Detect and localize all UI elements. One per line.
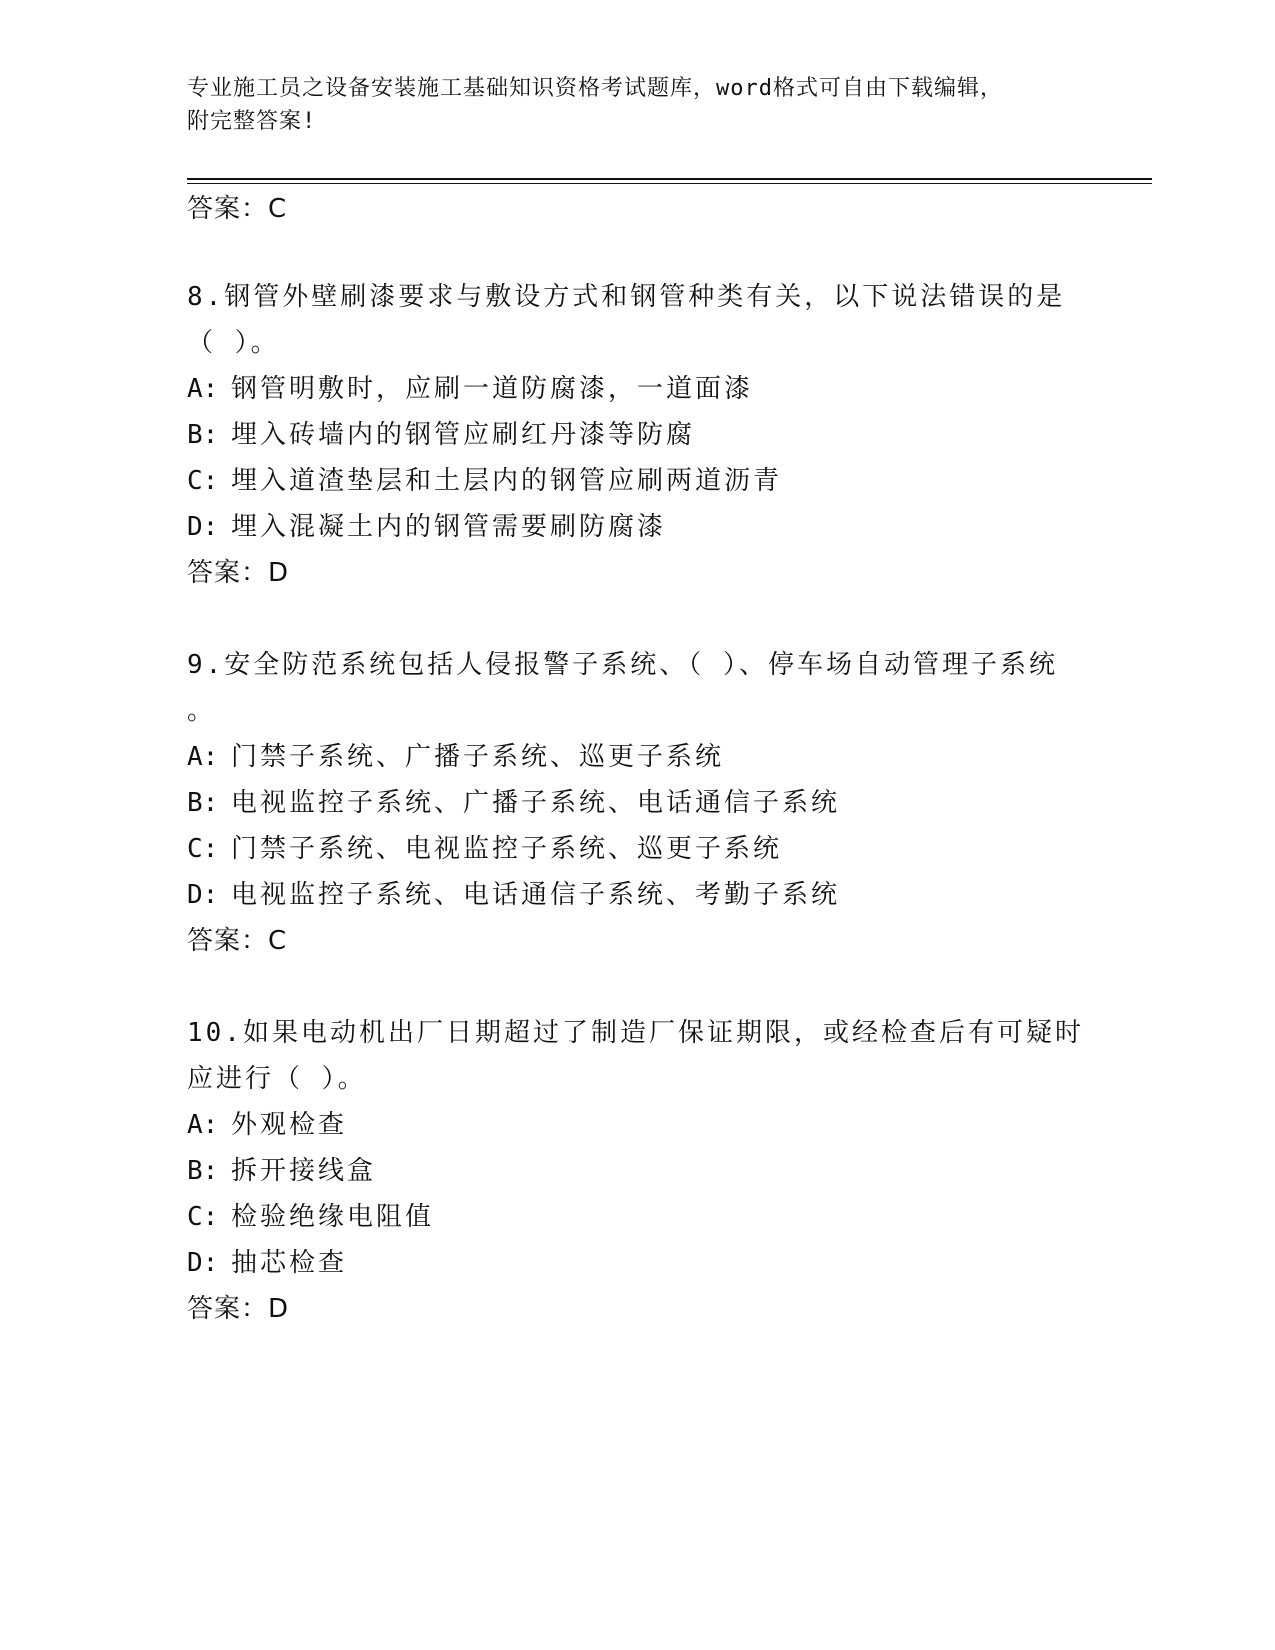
header-line-2: 附完整答案! — [187, 109, 317, 134]
option-text: 拆开接线盒 — [231, 1156, 377, 1186]
option-letter: A: — [187, 374, 219, 404]
option-text: 检验绝缘电阻值 — [231, 1202, 435, 1232]
option-text: 外观检查 — [231, 1110, 348, 1140]
option-c — [187, 464, 782, 498]
option-d — [187, 1246, 347, 1280]
option-letter: A: — [187, 1110, 219, 1140]
answer-label: 答案：D — [187, 1294, 290, 1324]
option-letter: A: — [187, 742, 219, 772]
option-text: 钢管明敷时，应刷一道防腐漆，一道面漆 — [231, 374, 754, 404]
option-letter: B: — [187, 1156, 219, 1186]
document-header — [187, 72, 1087, 138]
option-letter: C: — [187, 466, 219, 496]
option-b — [187, 786, 840, 820]
option-b — [187, 418, 695, 452]
option-a — [187, 372, 753, 406]
header-divider-thick — [187, 178, 1152, 180]
option-letter: D: — [187, 1248, 219, 1278]
question-stem-line-2: 。 — [187, 696, 217, 726]
option-text: 电视监控子系统、电话通信子系统、考勤子系统 — [231, 880, 841, 910]
option-text: 埋入道渣垫层和土层内的钢管应刷两道沥青 — [231, 466, 783, 496]
option-d — [187, 510, 666, 544]
header-line-1: 专业施工员之设备安装施工基础知识资格考试题库，word格式可自由下载编辑， — [187, 76, 1003, 101]
question-stem-line-2: （ ）。 — [187, 328, 280, 358]
question-stem-line-2: 应进行（ ）。 — [187, 1064, 367, 1094]
option-c — [187, 1200, 434, 1234]
header-divider-thin — [187, 183, 1152, 184]
option-text: 电视监控子系统、广播子系统、电话通信子系统 — [231, 788, 841, 818]
option-letter: B: — [187, 788, 219, 818]
option-c — [187, 832, 782, 866]
option-d — [187, 878, 840, 912]
previous-answer: 答案：C — [187, 194, 288, 224]
option-a — [187, 1108, 347, 1142]
option-text: 门禁子系统、电视监控子系统、巡更子系统 — [231, 834, 783, 864]
question-stem-line-1: 10.如果电动机出厂日期超过了制造厂保证期限，或经检查后有可疑时 — [187, 1018, 1084, 1048]
question-stem-line-1: 8.钢管外壁刷漆要求与敷设方式和钢管种类有关，以下说法错误的是 — [187, 282, 1066, 312]
option-letter: C: — [187, 834, 219, 864]
option-letter: C: — [187, 1202, 219, 1232]
option-a — [187, 740, 724, 774]
option-text: 埋入砖墙内的钢管应刷红丹漆等防腐 — [231, 420, 696, 450]
option-text: 埋入混凝土内的钢管需要刷防腐漆 — [231, 512, 667, 542]
option-text: 门禁子系统、广播子系统、巡更子系统 — [231, 742, 725, 772]
answer-label: 答案：D — [187, 558, 290, 588]
answer-label: 答案：C — [187, 926, 288, 956]
option-b — [187, 1154, 376, 1188]
option-letter: B: — [187, 420, 219, 450]
option-letter: D: — [187, 512, 219, 542]
question-stem-line-1: 9.安全防范系统包括人侵报警子系统、（ ）、停车场自动管理子系统 — [187, 650, 1058, 680]
option-text: 抽芯检查 — [231, 1248, 348, 1278]
option-letter: D: — [187, 880, 219, 910]
